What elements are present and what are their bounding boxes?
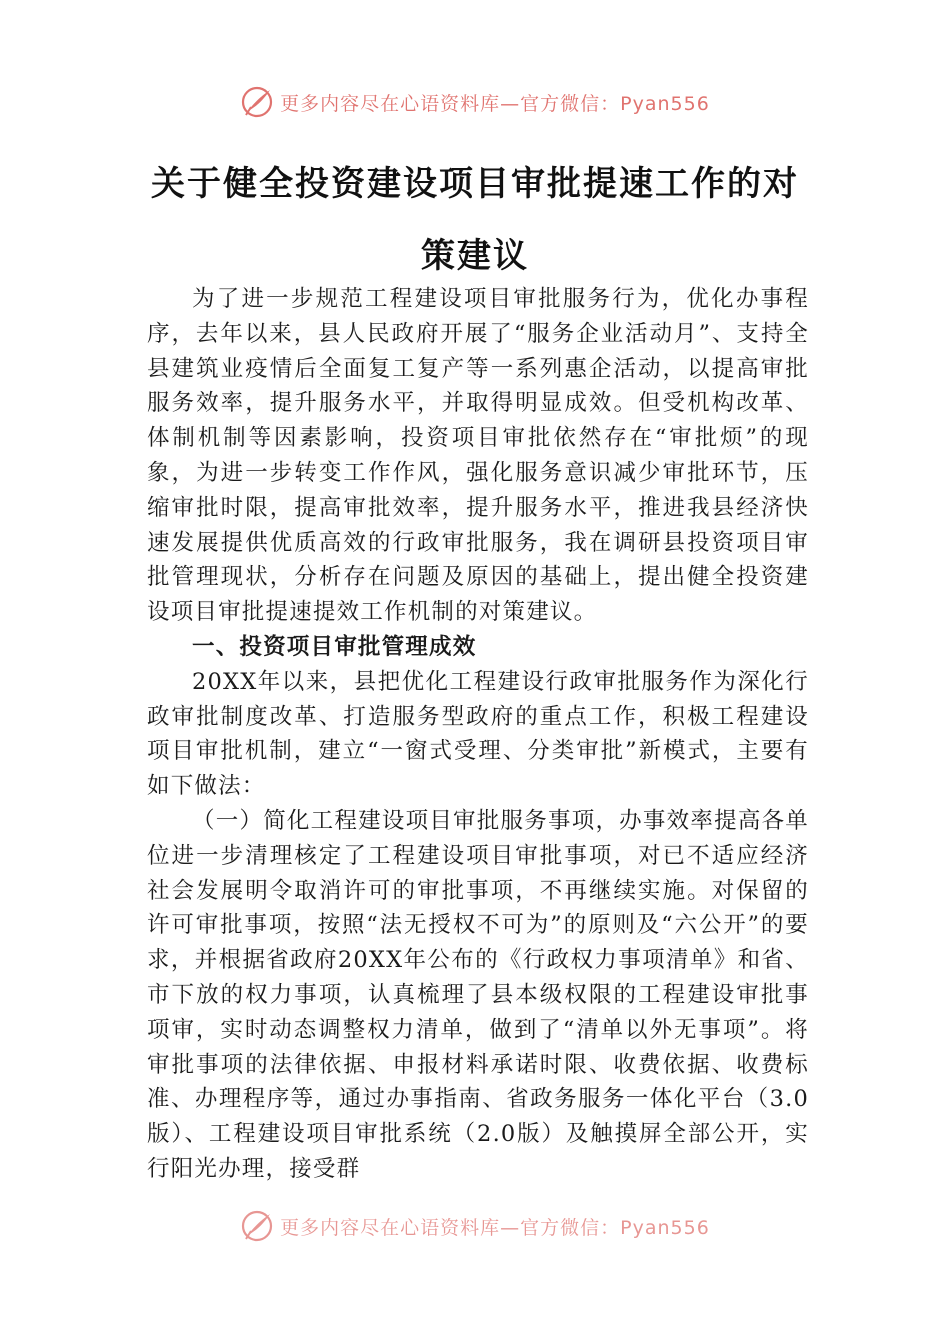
section-paragraph: 20XX年以来，县把优化工程建设行政审批服务作为深化行政审批制度改革、打造服务型政府的重点工作，积极工程建设项目审批机制，建立“一窗式受理、分类审批”新模式，主要有如下做法： xyxy=(147,668,809,800)
section-heading: 一、投资项目审批管理成效 xyxy=(192,633,477,660)
document-body xyxy=(147,282,809,1187)
intro-paragraph: 为了进一步规范工程建设项目审批服务行为，优化办事程序，去年以来，县人民政府开展了“服务企业活动月”、支持全县建筑业疫情后全面复工复产等一系列惠企活动，以提高审批服务效率，提升服务水平，并取得明显成效。但受机构改革、体制机制等因素影响，投资项目审批依然存在“审批烦”的现象，为进一步转变工作作风，强化服务意识减少审批环节，压缩审批时限，提高审批效率，提升服务水平，推进我县经济快速发展提供优质高效的行政审批服务，我在调研县投资项目审批管理现状，分析存在问题及原因的基础上，提出健全投资建设项目审批提速提效工作机制的对策建议。 xyxy=(147,286,809,626)
title-line-2: 策建议 xyxy=(421,236,529,276)
watermark-header xyxy=(0,84,950,120)
watermark-text: 更多内容尽在心语资料库—官方微信：Pyan556 xyxy=(280,92,710,115)
page-title xyxy=(150,148,800,292)
watermark-footer xyxy=(0,1208,950,1244)
title-line-1: 关于健全投资建设项目审批提速工作的对 xyxy=(151,164,799,204)
quill-logo-icon xyxy=(240,1209,274,1243)
quill-logo-icon xyxy=(240,85,274,119)
subsection-paragraph: （一）简化工程建设项目审批服务事项，办事效率提高各单位进一步清理核定了工程建设项目审批事项，对已不适应经济社会发展明令取消许可的审批事项，不再继续实施。对保留的许可审批事项，按照“法无授权不可为”的原则及“六公开”的要求，并根据省政府20XX年公布的《行政权力事项清单》和省、市下放的权力事项，认真梳理了县本级权限的工程建设审批事项审，实时动态调整权力清单，做到了“清单以外无事项”。将审批事项的法律依据、申报材料承诺时限、收费依据、收费标准、办理程序等，通过办事指南、省政务服务一体化平台（3.0版）、工程建设项目审批系统（2.0版）及触摸屏全部公开，实行阳光办理，接受群 xyxy=(147,807,809,1182)
watermark-text: 更多内容尽在心语资料库—官方微信：Pyan556 xyxy=(280,1216,710,1239)
